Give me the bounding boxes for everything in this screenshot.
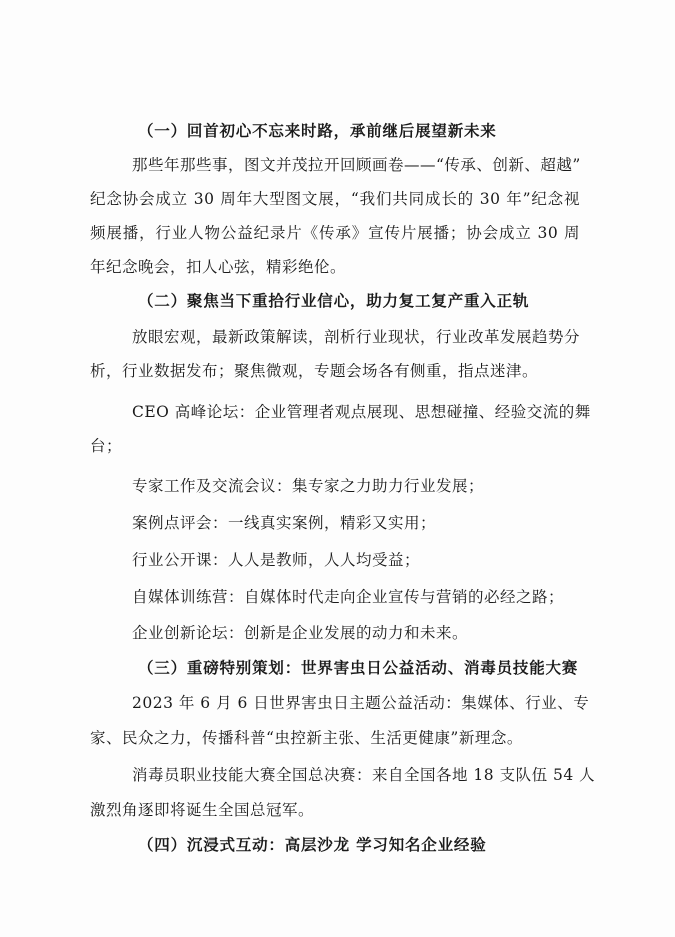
paragraph-line: 频展播，行业人物公益纪录片《传承》宣传片展播；协会成立 30 周	[90, 224, 580, 242]
paragraph-line: 2023 年 6 月 6 日世界害虫日主题公益活动：集媒体、行业、专	[132, 694, 590, 712]
paragraph-line: 专家工作及交流会议：集专家之力助力行业发展；	[132, 477, 485, 495]
paragraph-line: 消毒员职业技能大赛全国总决赛：来自全国各地 18 支队伍 54 人	[132, 766, 596, 784]
paragraph-line: 析，行业数据发布；聚焦微观，专题会场各有侧重，指点迷津。	[90, 362, 539, 380]
section-heading-2: （二）聚焦当下重拾行业信心，助力复工复产重入正轨	[138, 291, 530, 310]
section-heading-1: （一）回首初心不忘来时路，承前继后展望新未来	[138, 121, 497, 140]
paragraph-line: 企业创新论坛：创新是企业发展的动力和未来。	[132, 624, 469, 642]
paragraph-line: 行业公开课：人人是教师，人人均受益；	[132, 551, 421, 569]
paragraph-line: 年纪念晚会，扣人心弦，精彩绝伦。	[90, 258, 347, 276]
paragraph-line: 自媒体训练营：自媒体时代走向企业宣传与营销的必经之路；	[132, 588, 565, 606]
paragraph-line: 台；	[90, 437, 123, 455]
paragraph-line: 放眼宏观，最新政策解读，剖析行业现状，行业改革发展趋势分	[132, 328, 581, 346]
paragraph-line: CEO 高峰论坛：企业管理者观点展现、思想碰撞、经验交流的舞	[132, 403, 591, 421]
paragraph-line: 纪念协会成立 30 周年大型图文展，“我们共同成长的 30 年”纪念视	[90, 190, 580, 208]
paragraph-line: 案例点评会：一线真实案例，精彩又实用；	[132, 514, 437, 532]
paragraph-line: 那些年那些事，图文并茂拉开回顾画卷——“传承、创新、超越”	[132, 156, 581, 174]
paragraph-line: 家、民众之力，传播科普“虫控新主张、生活更健康”新理念。	[90, 729, 523, 747]
section-heading-3: （三）重磅特别策划：世界害虫日公益活动、消毒员技能大赛	[138, 658, 579, 677]
paragraph-line: 激烈角逐即将诞生全国总冠军。	[90, 801, 315, 819]
section-heading-4: （四）沉浸式互动：高层沙龙 学习知名企业经验	[138, 835, 487, 854]
